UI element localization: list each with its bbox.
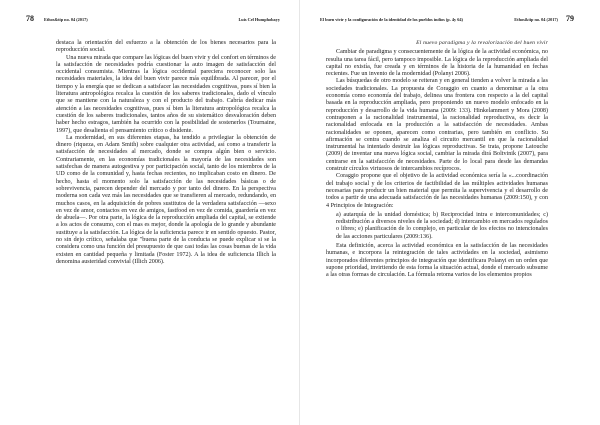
paragraph: Cambiar de paradigma y consecuentemente de la lógica de la actividad económica, no resulta una tarea fácil, pero tampoco imposible. La lógica de la reproducción ampliada del capital no existía, fue creada y en términos de la historia de la humanidad en fechas recientes. Fue un invento de la modernidad (Polanyi 2006).	[326, 49, 548, 78]
page-number-right: 79	[566, 14, 574, 23]
left-body-text	[56, 40, 276, 266]
right-body-text	[326, 40, 548, 280]
header-journal-right: Ethos&tip no. 04 (2017)	[514, 17, 558, 22]
paragraph: Esta definición, acerca la actividad económica en la satisfacción de las necesidades humanas, e incorpora la reintegración de tales actividades en la sociedad, asimismo incorporados diferentes principios de integración que identificara Polanyi en un orden que supone prioridad, invirtiendo de esta forma la situación actual, donde el mercado subsume a las otras formas de circulación. La fórmula retoma varios de los elementos propios	[326, 243, 548, 279]
running-header-right	[320, 16, 574, 26]
paragraph: La modernidad, en sus diferentes etapas, ha tendido a privilegiar la obtención de dinero (riqueza, en Adam Smith) sobre cualquier otra actividad, así como a transferir la satisfacción de necesidades al mercado, donde se compra algún bien o servicio. Contrariamente, en las economías tradicionales la mayoría de las necesidades son satisfechas de manera autogestiva y por participación social, tanto de los miembros de la UD como de la comunidad y, hasta fechas recientes, no implicaban costo en dinero. De hecho, hasta el momento solo la satisfacción de las necesidades básicas o de sobrevivencia, parecen depender del mercado y por tanto del dinero. En la perspectiva moderna son cada vez más las necesidades que se transfieren al mercado, redundando, en muchos casos, en la adquisición de pobres sustitutos de la verdadera satisfacción —sexo en vez de amor, contactos en vez de amigos, fastfood en vez de comida, guardería en vez de abuela—. Por otra parte, la lógica de la reproducción ampliada del capital, se extiende a los actos de consumo, con el mas es mejor, donde la apología de lo grande y abundante sustituye a la satisfacción. La lógica de la suficiencia parece ir en sentido opuesto. Pastor, no sin dejo crítico, señalaba que "buena parte de la conducta se puede explicar si se la considera como una función del presupuesto de que casi todas las cosas buenas de la vida existen en cantidad pequeña y limitada (Foster 1972). A la idea de suficiencia Illich la denomina austeridad convivial (Illich 2006).	[56, 134, 276, 265]
page-number-left: 78	[26, 14, 34, 23]
section-title: El nuevo paradigma y la revalorización del buen vivir	[416, 40, 548, 46]
paragraph: destaca la orientación del esfuerzo a la obtención de los bienes necesarios para la reproducción social.	[56, 40, 276, 54]
header-journal-left: Ethos&tip no. 04 (2017)	[44, 17, 88, 22]
principles-list: a) autarquía de la unidad doméstica; b) Reciprocidad intra e intercomunidades; c) redistribución a diversos niveles de la sociedad; d) intercambio en mercados regulados o libres; e) planificación de lo complejo, en particular de los efectos no intencionales de las acciones particulares (2009:136).	[336, 211, 548, 240]
paragraph: Coraggio propone que el objetivo de la actividad económica sería la «...coordinación del trabajo social y de los criterios de factibilidad de las múltiples actividades humanas necesarias para producir un bien material que permita la supervivencia y el desarrollo de todos a partir de una adecuada satisfacción de las necesidades humanas (2009:150), y con 4 Principios de Integración:	[326, 173, 548, 209]
paragraph: Una nueva mirada que compare las lógicas del buen vivir y del confort en términos de la satisfacción de necesidades podría cuestionar la auto imagen de satisfacción del occidental consumista. Mientras la lógica occidental pareciera reconocer solo las necesidades materiales, la idea del buen vivir parece más equilibrada. Al parecer, por el tiempo y la energía que se dedican a satisfacer las necesidades cognitivas, pues sí bien la literatura antropológica recalca la cuestión de los saberes tradicionales, dado el vínculo que se mantiene con la naturaleza y con el producto del trabajo. Cabría dedicar más atención a las necesidades cognitivas, pues sí bien la literatura antropológica recalca la cuestión de los saberes tradicionales, tantos años de su sistemático desvaloración deben haber hecho estragos, también ha ocurrido con la posibilidad de sostenerlos (Tournaine, 1997), que desalienta el pensamiento crítico o disidente.	[56, 54, 276, 134]
paragraph: Las búsquedas de otro modelo se reiteran y en general tienden a volver la mirada a las sociedades tradicionales. La propuesta de Coraggio en cuanto a denominar a la otra economía como economía del trabajo, delinea una frontera con respecto a la del capital basada en la reproducción ampliada, pero proponiendo un nuevo modelo enfocado en la reproducción y desarrollo de la vida humana (2009: 133). Hinkelammert y Mora (2008) contraponen a la racionalidad instrumental, la racionalidad reproductiva, es decir la racionalidad enfocada en la producción a la satisfacción de necesidades. Ambas racionalidades se oponen, aparecen como contrarias, pero también en conflicto. Su afirmación se centra cuando se analiza el circuito mercantil en que la racionalidad instrumental ha intentado destruir las lógicas reproductivas. Se trata, propone Latouche (2009) de inventar una nueva lógica social, cambiar la mirada dirá Boltvinik (2007), para centrarse en la satisfacción de necesidades. Parte de lo local para desde las demandas construir círculos virtuosos de intercambios recíprocos.	[326, 78, 548, 173]
running-header-left	[26, 16, 280, 26]
header-article-title: El buen vivir y la configuración de la identidad de los pueblos indios (p. 4y 64)	[320, 17, 463, 22]
right-page	[300, 0, 600, 425]
header-author: Luis Cel Humphobayy	[238, 17, 280, 22]
